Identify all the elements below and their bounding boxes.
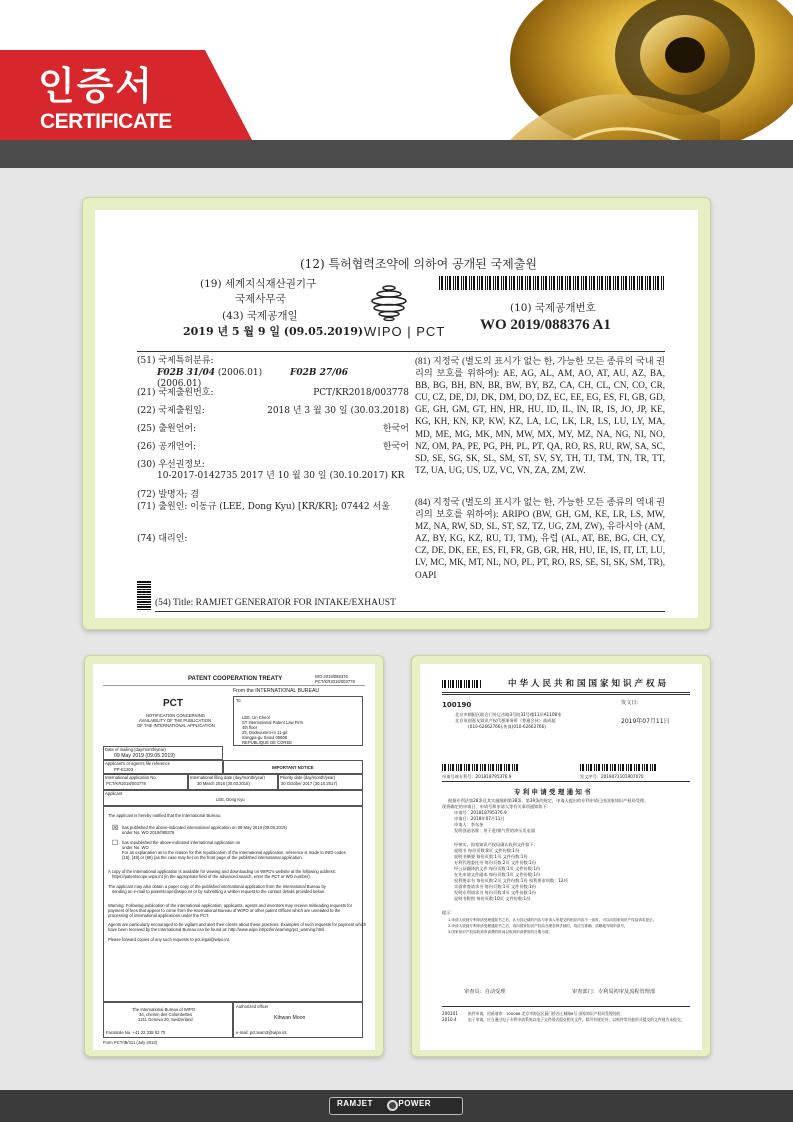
filing-date-value: 30 March 2018 (30.03.2018) xyxy=(197,781,250,786)
body-explanation-1: For an explanation as to the reason for this republication of the international application, reference is made to INID codes xyxy=(122,850,346,855)
address-line-5: Songpa-gu Seoul 05608 xyxy=(242,735,288,740)
ipc-year-1: (2006.01) xyxy=(217,368,263,378)
body-republished: has republished the above-indicated international application on xyxy=(122,840,241,845)
examining-department: 审查部门：专利局初审及流程管理部 xyxy=(572,989,656,995)
field-22-value: 2018 년 3 월 30 일 (30.03.2018) xyxy=(267,406,409,416)
issue-date: 2019年07月11日 xyxy=(621,718,670,725)
notice-line-app-no: 申请号：201818795376.9 xyxy=(454,810,507,815)
field-25 xyxy=(137,424,409,435)
pct-publication-document xyxy=(95,210,698,618)
field-74: (74) 대리인: xyxy=(137,534,188,544)
footer-brand xyxy=(337,1099,431,1108)
important-notice: IMPORTANT NOTICE xyxy=(272,765,314,770)
doc3-title-rule-2 xyxy=(442,694,690,695)
wipo-notification-document xyxy=(93,664,375,1050)
footer-note-2: 电子申请，应当通过电子专利申请系统以电子文件形式提交相关文件。除另有规定外，以纸件等其他形式提交的文件视为未提交。 xyxy=(468,1017,685,1022)
form-version: 2010.4 xyxy=(442,1017,457,1022)
field-25-value: 한국어 xyxy=(382,424,409,434)
notice-para-1: 根据专利法第28条及其实施细则第38条、第39条的规定，申请人提出的专利申请已由国家知识产权局受理。 xyxy=(448,798,649,803)
important-notice-box xyxy=(223,760,363,774)
doc1-pub-no: WO 2019/088376 A1 xyxy=(480,317,611,333)
notification-line-2: AVAILABILITY OF THE PUBLICATION xyxy=(139,718,211,723)
brand-left: RAMJET xyxy=(337,1099,373,1108)
agent-ref-label: Applicant's or agent's file reference xyxy=(105,761,170,766)
certificate-frame-cnipa-notice xyxy=(411,655,711,1057)
ipc-code-1: F02B 31/04 xyxy=(157,368,215,378)
brand-right: POWER xyxy=(398,1099,432,1108)
doc1-header-line: (12) 특허협력조약에 의하여 공개된 국제출원 xyxy=(300,257,537,271)
footer-note-1: 纸件申请，回函请寄：100088 北京市海淀区蓟门桥西土城路6号 国家知识产权局受理处收 xyxy=(468,1011,621,1016)
warning-6: Please forward copies of any such requests to pct.legal@wipo.int. xyxy=(108,937,231,942)
ib-address-box xyxy=(103,1002,233,1038)
pct-heading: PCT xyxy=(163,698,183,709)
notification-line-1: NOTIFICATION CONCERNING xyxy=(146,713,206,718)
date-mailing-box xyxy=(103,746,223,760)
received-doc-8: 发明专利请求书 每份页数:4页 文件份数:1份 xyxy=(454,890,537,895)
address-line-3: 4th floor xyxy=(242,725,258,730)
priority-date-label: Priority date (day/month/year) xyxy=(280,775,336,780)
cn-address-1: 北京市朝阳区联合门外辽沙路3号院31号楼11层A1108室 xyxy=(455,712,562,717)
ipc-year-2: (2006.01) xyxy=(157,379,202,389)
notice-line-app-date: 申请日：2018年07月11日 xyxy=(454,816,505,821)
address-line-1: LEE, Un Cheol xyxy=(242,715,270,720)
officer-name: Kihwan Moon xyxy=(274,1015,306,1021)
wo-reference-2: PCT/KR2018/003778 xyxy=(315,679,355,684)
received-doc-7: 实质审查请求书 每份页数:1页 文件份数:1份 xyxy=(454,884,537,889)
field-30-label: (30) 우선권정보: xyxy=(137,460,205,470)
doc1-pub-date-label: (43) 국제공개일 xyxy=(222,310,298,322)
field-51-label: (51) 국제특허분류: xyxy=(137,356,214,366)
field-71: (71) 출원인: 이동규 (LEE, Dong Kyu) [KR/KR]; 07442 서울 xyxy=(137,502,390,512)
body-republished-no: under No. WO xyxy=(122,845,149,850)
received-doc-5: 在先申请文件副本 每份页数:1页 文件份数:1份 xyxy=(454,872,541,877)
received-docs-intro: 经核实，国家知识产权局确认收到文件如下： xyxy=(454,842,538,847)
note-2: 2.申请人收到专利申请受理通知书之后，再向国家知识产权局办理各种手续时，均应当准确、清晰地写明申请号。 xyxy=(448,924,628,928)
priority-date-value: 30 October 2017 (30.10.2017) xyxy=(281,781,338,786)
header-dark-bar xyxy=(0,140,793,168)
doc1-divider xyxy=(137,351,665,352)
received-doc-1: 说明书 每份页数:8页 文件份数:1份 xyxy=(454,848,520,853)
received-doc-2: 说明书摘要 每份页数:1页 文件份数:1份 xyxy=(454,854,528,859)
to-label: To: xyxy=(236,698,242,703)
body-paper-2: sending an e-mail to patentscope@wipo.int or by submitting a written request to the contact details provided below. xyxy=(112,889,325,894)
doc3-top-barcode xyxy=(442,680,482,688)
applicant-label: Applicant xyxy=(105,791,123,796)
ipc-code-2: F02B 27/06 xyxy=(290,368,348,378)
ib-line-3: 1211 Geneva 20, Switzerland xyxy=(138,1017,193,1022)
priority-date-box xyxy=(278,774,363,790)
treaty-title: PATENT COOPERATION TREATY xyxy=(188,676,283,682)
received-doc-4: 经公证翻译的文件 每份页数:1页 文件份数:1份 xyxy=(454,866,541,871)
applicant-value: LEE, Dong Kyu xyxy=(216,797,245,802)
body-paper-1: The applicant may also obtain a paper copy of the published international application from the International Bureau by xyxy=(108,884,326,889)
note-label: 提示： xyxy=(442,910,455,915)
doc3-barcode-2 xyxy=(580,764,658,771)
doc1-organization: (19) 세계지식재산권기구 xyxy=(200,278,317,290)
doc1-title-rule xyxy=(155,611,665,612)
warning-3: processing of international applications under the PCT. xyxy=(108,913,210,918)
field-22-label: (22) 국제출원일: xyxy=(137,406,205,416)
form-code: 200101 xyxy=(442,1011,458,1016)
notice-line-title: 发明创造名称：用于进/排气管的冲压发电器 xyxy=(454,828,535,833)
agent-ref-box xyxy=(103,760,223,774)
doc1-top-barcode xyxy=(439,276,665,290)
notice-body-box xyxy=(103,806,367,1002)
body-published: has published the above-indicated international application on 09 May 2019 (09.05.2019) xyxy=(122,825,287,830)
note-1: 1.申请人收到专利申请受理通知书之后，认为其记载的内容与申请人所提交的相应内容不一致时，可以向国家知识产权局请求更正。 xyxy=(448,918,657,922)
agent-ref-value: PP-E1203 xyxy=(114,767,134,772)
field-51 xyxy=(137,356,377,390)
unchecked-checkbox-icon: ☐ xyxy=(112,840,119,847)
certificate-frame-wipo-notification xyxy=(84,655,384,1057)
doc1-pub-date: 2019 년 5 월 9 일 (09.05.2019) xyxy=(183,325,364,338)
field-26 xyxy=(137,442,409,453)
filing-date-label: International filing date (day/month/year) xyxy=(190,775,265,780)
authorized-officer-box xyxy=(233,1002,363,1038)
notice-line-applicant: 申请人：李东奎 xyxy=(454,822,484,827)
received-doc-3: 专利代理委托书 每份页数:2页 文件份数:1份 xyxy=(454,860,537,865)
doc1-bureau: 국제사무국 xyxy=(235,293,286,305)
warning-5: have been received by the International Bureau can be found at: http://www.wipo.int/pct/en/warning/pct_warning.html xyxy=(108,927,325,932)
doc3-mid-rule xyxy=(442,781,690,782)
page-subtitle: CERTIFICATE xyxy=(40,110,172,133)
wo-reference-1: WO 2019/088376 xyxy=(315,674,348,679)
doc1-pub-no-label: (10) 국제공개번호 xyxy=(510,302,596,314)
serial-number: 发文序号：2019071101907070 xyxy=(580,774,644,779)
filing-date-box xyxy=(188,774,278,790)
body-published-no: under No. WO 2019/088376 xyxy=(122,830,175,835)
field-30 xyxy=(137,460,409,482)
cnipa-notice-document xyxy=(420,664,702,1050)
from-bureau: From the INTERNATIONAL BUREAU xyxy=(233,688,320,694)
warning-1: Warning: Following publication of the international application, applicants, agents and inventors may receive misleading requests for xyxy=(108,903,353,908)
address-line-2: ST International Patent Law Firm xyxy=(242,720,304,725)
applicant-box xyxy=(103,790,363,806)
doc1-invention-title: (54) Title: RAMJET GENERATOR FOR INTAKE/EXHAUST xyxy=(155,598,396,608)
notice-para-2: 现将确定的申请日、申请号和申请人等有关事项通知如下： xyxy=(442,804,551,809)
doc3-footer-rule xyxy=(442,1006,690,1007)
body-copy-2: https://patentscope.wipo.int (in the appropriate field of the advanced search, enter the PCT or WO number). xyxy=(112,874,311,879)
ramjet-emblem-icon xyxy=(387,1100,398,1111)
body-intro: The applicant is hereby notified that the International Bureau: xyxy=(108,813,222,818)
body-copy-1: A copy of the international application is available for viewing and downloading on WIPO's website at the following address: xyxy=(108,869,336,874)
field-26-value: 한국어 xyxy=(382,442,409,452)
address-line-6: REPUBLIQUE DE COREE xyxy=(242,740,293,745)
received-doc-9: 说明书附图 每份页数:10页 文件份数:1份 xyxy=(454,896,531,901)
wipo-pct-logo-text: WIPO | PCT xyxy=(364,324,446,339)
warning-2: payment of fees that appear to come from the International Bureau of WIPO or other patent Offices which are unrelated to the xyxy=(108,908,341,913)
field-81-designated-states: (81) 지정국 (별도의 표시가 없는 한, 가능한 모든 종류의 국내 권리의 보호를 위하여): AE, AG, AL, AM, AO, AT, AU, AZ, BA, BB, BG, BH, BN, BR, BW, BY, BZ, CA, CH, CL, CN, CO, CR, CU, CZ, DE, DJ, DK, DM, DO, DZ, EC, EE, EG, ES, FI, GB, GD, GE, GH, GM, GT, HN, HR, HU, ID, IL, IN, IR, IS, JO, JP, KE, KG, KH, KN, KP, KW, KZ, LA, LC, LK, LR, LS, LU, LY, MA, MD, ME, MG, MK, MN, MW, MX, MY, MZ, NA, NG, NI, NO, NZ, OM, PA, PE, PG, PH, PL, PT, QA, RO, RS, RU, RW, SA, SC, SD, SE, SG, SK, SL, SM, ST, SV, SY, TH, TJ, TM, TN, TR, TT, TZ, UA, UG, US, UZ, VC, VN, ZA, ZM, ZW. xyxy=(415,356,665,475)
cn-address-3: (010-62662766),传真(010-62662766) xyxy=(468,724,546,729)
date-mailing-value: 09 May 2019 (09.05.2019) xyxy=(114,753,175,759)
ib-line-2: 34, chemin des Colombettes xyxy=(139,1012,193,1017)
body-explanation-2: (15), (48) or (88) (as the case may be) on the front page of the published international application. xyxy=(122,855,303,860)
field-25-label: (25) 출원언어: xyxy=(137,424,197,434)
field-84-regional-designations: (84) 지정국 (별도의 표시가 없는 한, 가능한 모든 종류의 역내 권리의 보호를 위하여): ARIPO (BW, GH, GM, KE, LR, LS, MW, MZ, NA, RW, SD, SL, ST, SZ, TZ, UG, ZM, ZW), 유라시아 (AM, AZ, BY, KG, KZ, RU, TJ, TM), 유럽 (AL, AT, BE, BG, CH, CY, CZ, DE, DK, EE, ES, FI, FR, GB, GR, HR, HU, IE, IS, IT, LT, LU, LV, MC, MK, MT, NL, NO, PL, PT, RO, RS, SE, SI, SK, SM, TR), OAPI xyxy=(415,497,665,580)
form-number: Form PCT/IB/311 (July 2013) xyxy=(103,1040,158,1045)
header-banner xyxy=(0,0,793,168)
cn-address-2: 北京英创嘉友知识产权代理事务所（普通合伙）高成超 xyxy=(455,718,556,723)
doc2-top-rule xyxy=(103,685,365,686)
received-doc-6: 权利要求书 每份页数:2页 文件份数:1份 权利要求项数：12项 xyxy=(454,878,568,883)
field-26-label: (26) 공개언어: xyxy=(137,442,197,452)
field-21-label: (21) 국제출원번호: xyxy=(137,388,214,398)
notification-line-3: OF THE INTERNATIONAL APPLICATION xyxy=(137,723,215,728)
acceptance-notice-heading: 专 利 申 请 受 理 通 知 书 xyxy=(514,788,591,796)
field-21-value: PCT/KR2018/003778 xyxy=(313,388,409,398)
application-number: 申请号或专利号：201818795376.9 xyxy=(442,774,512,779)
app-no-value: PCT/KR2018/003778 xyxy=(106,781,146,786)
field-72: (72) 발명자; 겸 xyxy=(137,490,200,500)
address-line-4: 25, Dodeoumro-ro 11-gil xyxy=(242,730,288,735)
date-mailing-label: Date of mailing (day/month/year) xyxy=(105,747,166,752)
checked-checkbox-icon: ☒ xyxy=(112,825,119,832)
addressee-box xyxy=(233,696,363,746)
issue-date-label: 发文日： xyxy=(621,700,642,706)
field-22 xyxy=(137,406,409,417)
examiner: 审查员：自动受理 xyxy=(464,989,506,995)
cnipa-title: 中华人民共和国国家知识产权局 xyxy=(508,679,670,689)
warning-4: Agents are particularly encouraged to be vigilant and alert their clients about these practices. Examples of such requests for payment which xyxy=(108,922,367,927)
postcode: 100190 xyxy=(442,701,472,709)
app-no-box xyxy=(103,774,188,790)
field-30-value: 10-2017-0142735 2017 년 10 월 30 일 (30.10.2017) KR xyxy=(157,471,405,481)
wipo-globe-icon xyxy=(370,282,408,322)
app-no-label: International application No. xyxy=(105,775,157,780)
officer-label: Authorized officer xyxy=(236,1004,269,1009)
ib-line-1: The International Bureau of WIPO xyxy=(132,1007,196,1012)
note-3: 3.国家知识产权局收到申请费的时间以收到申请费用的日期为准。 xyxy=(448,930,553,934)
doc1-side-barcode xyxy=(137,580,151,610)
page-title: 인증서 xyxy=(38,64,155,108)
officer-email: e-mail: pct.team3@wipo.int xyxy=(236,1030,287,1035)
certificate-frame-pct-publication xyxy=(82,197,711,630)
doc3-barcode-1 xyxy=(442,764,520,771)
doc3-title-rule xyxy=(442,692,690,693)
field-21 xyxy=(137,388,409,399)
ib-fax: Facsimile No. +41 22 338 82 70 xyxy=(106,1030,166,1035)
